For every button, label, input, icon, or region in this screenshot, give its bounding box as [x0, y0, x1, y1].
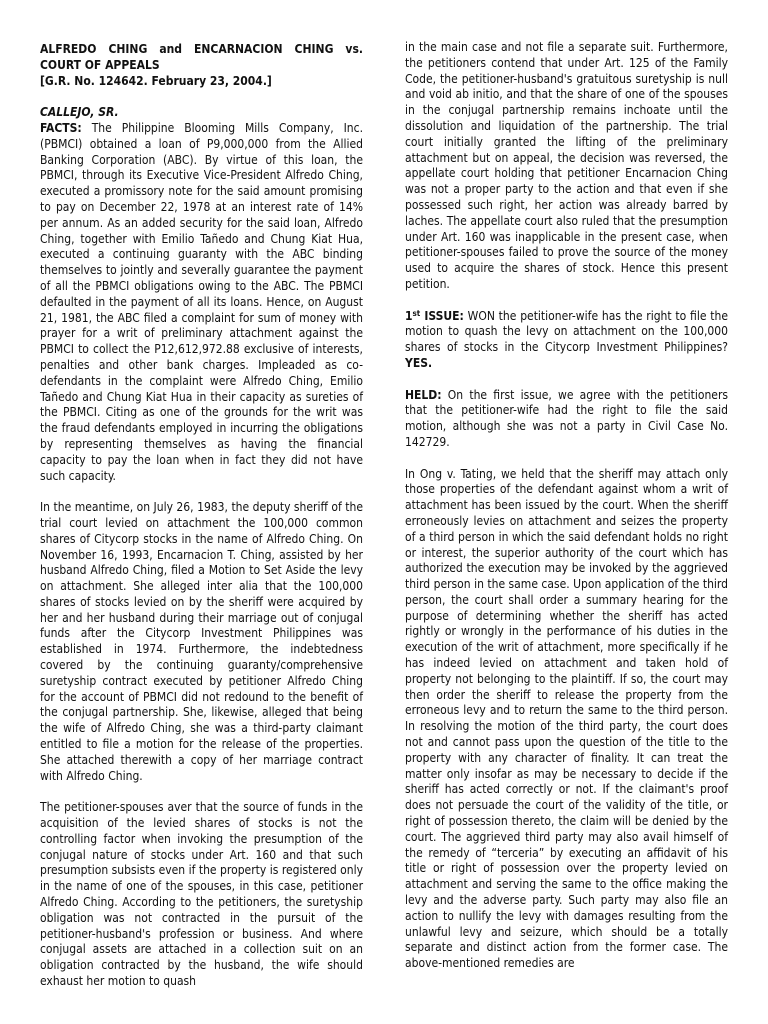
issue-label	[405, 309, 464, 323]
facts-paragraph-3-continued: in the main case and not file a separate suit. Furthermore, the petitioners contend that under Art. 125 of the Family Code, the petitioner-husband's gratuitous suretyship is null and void ab initio, and that the share of one of the spouses in the conjugal partnership remains inchoate until the dissolution and liquidation of the partnership. The trial court initially granted the lifting of the preliminary attachment but on appeal, the decision was reversed, the appellate court holding that petitioner Encarnacion Ching was not a proper party to the action and that even if she possessed such right, her action was already barred by laches. The appellate court also ruled that the presumption under Art. 160 was inapplicable in the present case, when petitioner-spouses failed to prove the source of the money used to acquire the shares of stock. Hence this present petition.	[405, 40, 728, 291]
issue-label-number: 1	[405, 308, 413, 323]
case-title: ALFREDO CHING and ENCARNACION CHING vs. COURT OF APPEALS	[40, 42, 363, 72]
facts-paragraph-3: The petitioner-spouses aver that the source of funds in the acquisition of the levied shares of stocks is not the controlling factor when invoking the presumption of the conjugal nature of stocks under Art. 160 and that such presumption subsists even if the property is registered only in the name of one of the spouses, in this case, petitioner Alfredo Ching. According to the petitioners, the suretyship obligation was not contracted in the pursuit of the petitioner-husband's profession or business. And where conjugal assets are attached in a collection suit on an obligation contracted by the husband, the wife should exhaust her motion to quash	[40, 800, 363, 989]
issue-label-text: ISSUE:	[420, 308, 464, 323]
facts-paragraph-1	[40, 121, 363, 484]
held-paragraph-2: In Ong v. Tating, we held that the sheriff may attach only those properties of the defendant against whom a writ of attachment has been issued by the court. When the sheriff erroneously levies on attachment and seizes the property of a third person in which the said defendant holds no right or interest, the superior authority of the court which has authorized the execution may be invoked by the aggrieved third person in the same case. Upon application of the third person, the court shall order a summary hearing for the purpose of determining whether the sheriff has acted rightly or wrongly in the performance of his duties in the execution of the writ of attachment, more specifically if he has indeed levied on attachment and taken hold of property not belonging to the plaintiff. If so, the court may then order the sheriff to release the property from the erroneous levy and to return the same to the third person. In resolving the motion of the third party, the court does not and cannot pass upon the question of the title to the property with any character of finality. It can treat the matter only insofar as may be necessary to decide if the sheriff has acted correctly or not. If the claimant's proof does not persuade the court of the validity of the title, or right of possession thereto, the claim will be denied by the court. The aggrieved third party may also avail himself of the remedy of “terceria” by executing an affidavit of his title or right of possession over the property levied on attachment and serving the same to the office making the levy and the adverse party. Such party may also file an action to nullify the levy with damages resulting from the unlawful levy and seizure, which should be a totally separate and distinct action from the former case. The above-mentioned remedies are	[405, 466, 728, 971]
held-paragraph	[405, 388, 728, 451]
issue-answer: YES.	[405, 355, 433, 370]
facts-text: The Philippine Blooming Mills Company, Inc. (PBMCI) obtained a loan of P9,000,000 from the Allied Banking Corporation (ABC). By virtue of this loan, the PBMCI, through its Executive Vice-President Alfredo Ching, executed a promissory note for the said amount promising to pay on December 22, 1978 at an interest rate of 14% per annum. As an added security for the said loan, Alfredo Ching, together with Emilio Tañedo and Chung Kiat Hua, executed a continuing guaranty with the ABC binding themselves to jointly and severally guarantee the payment of all the PBMCI obligations owing to the ABC. The PBMCI defaulted in the payment of all its loans. Hence, on August 21, 1981, the ABC filed a complaint for sum of money with prayer for a writ of preliminary attachment against the PBMCI to collect the P12,612,972.88 exclusive of interests, penalties and other bank charges. Impleaded as co-defendants in the complaint were Alfredo Ching, Emilio Tañedo and Chung Kiat Hua in their capacity as sureties of the PBMCI. Citing as one of the grounds for the writ was the fraud defendants employed in incurring the obligations by representing themselves as having the financial capacity to pay the loan when in fact they did not have such capacity.	[40, 120, 363, 483]
ponente: CALLEJO, SR.	[40, 105, 119, 120]
left-column	[40, 42, 363, 1024]
held-text: On the first issue, we agree with the petitioners that the petitioner-wife had the right to file the said motion, although she was not a party in Civil Case No. 142729.	[405, 387, 728, 449]
held-label: HELD:	[405, 387, 442, 402]
facts-label: FACTS:	[40, 120, 82, 135]
issue-label-suffix: st	[412, 308, 421, 318]
issue-paragraph	[405, 309, 728, 372]
facts-paragraph-2: In the meantime, on July 26, 1983, the deputy sheriff of the trial court levied on attachment the 100,000 common shares of Citycorp stocks in the name of Alfredo Ching. On November 16, 1993, Encarnacion T. Ching, assisted by her husband Alfredo Ching, filed a Motion to Set Aside the levy on attachment. She alleged inter alia that the 100,000 shares of stocks levied on by the sheriff were acquired by her and her husband during their marriage out of conjugal funds after the Citycorp Investment Philippines was established in 1974. Furthermore, the indebtedness covered by the continuing guaranty/comprehensive suretyship contract executed by petitioner Alfredo Ching for the account of PBMCI did not redound to the benefit of the conjugal partnership. She, likewise, alleged that being the wife of Alfredo Ching, she was a third-party claimant entitled to file a motion for the release of the properties. She attached therewith a copy of her marriage contract with Alfredo Ching.	[40, 500, 363, 783]
case-citation: [G.R. No. 124642. February 23, 2004.]	[40, 73, 272, 88]
right-column	[405, 40, 728, 1024]
issue-text: WON the petitioner-wife has the right to file the motion to quash the levy on attachment on the 100,000 shares of stocks in the Citycorp Investment Philippines?	[405, 308, 728, 355]
